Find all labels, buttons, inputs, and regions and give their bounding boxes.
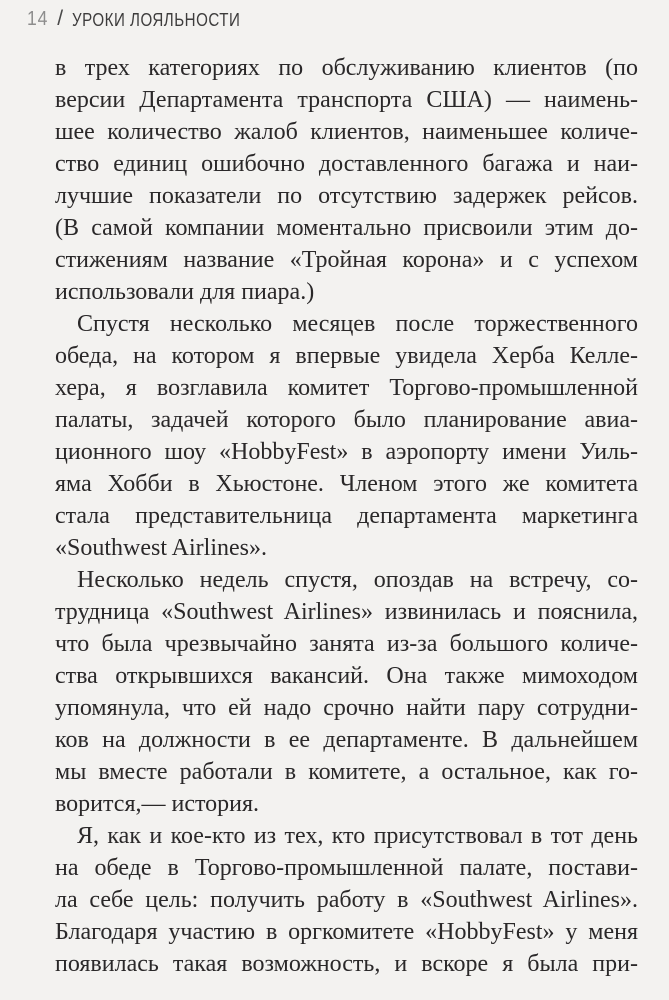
text-line: ства открывшихся вакансий. Она также мимоходом	[55, 663, 638, 689]
text-line: палаты, задачей которого было планирование авиа-	[55, 407, 638, 433]
text-line: стала представительница департамента маркетинга	[55, 503, 638, 529]
text-line: использовали для пиара.)	[55, 279, 315, 305]
text-line: (В самой компании моментально присвоили этим до-	[55, 215, 638, 241]
text-line: в трех категориях по обслуживанию клиентов (по	[55, 55, 638, 81]
text-line: версии Департамента транспорта США) — наимень-	[55, 87, 638, 113]
paragraph	[55, 820, 638, 980]
page-number: 14	[27, 8, 49, 30]
text-line: ков на должности в ее департаменте. В дальнейшем	[55, 727, 638, 753]
page-text	[55, 52, 638, 980]
text-line: «Southwest Airlines».	[55, 535, 268, 561]
text-line: мы вместе работали в комитете, а остальное, как го-	[55, 759, 638, 785]
page-header	[27, 9, 273, 29]
text-line: упомянула, что ей надо срочно найти пару сотрудни-	[55, 695, 638, 721]
text-line: ционного шоу «HobbyFest» в аэропорту имени Уиль-	[55, 439, 638, 465]
text-line: Несколько недель спустя, опоздав на встречу, со-	[77, 567, 638, 593]
paragraph	[55, 52, 638, 308]
text-line: шее количество жалоб клиентов, наименьшее количе-	[55, 119, 638, 145]
paragraph	[55, 564, 638, 820]
text-line: обеда, на котором я впервые увидела Херба Келле-	[55, 343, 638, 369]
text-line: Спустя несколько месяцев после торжественного	[77, 311, 638, 337]
text-line: яма Хобби в Хьюстоне. Членом этого же комитета	[55, 471, 638, 497]
paragraph	[55, 308, 638, 564]
text-line: хера, я возглавила комитет Торгово-промышленной	[55, 375, 638, 401]
header-separator: /	[57, 7, 64, 30]
running-title: УРОКИ ЛОЯЛЬНОСТИ	[72, 10, 241, 30]
text-line: Я, как и кое-кто из тех, кто присутствовал в тот день	[77, 823, 638, 849]
text-line: лучшие показатели по отсутствию задержек рейсов.	[55, 183, 638, 209]
text-line: трудница «Southwest Airlines» извинилась и пояснила,	[55, 599, 638, 625]
text-line: Благодаря участию в оргкомитете «HobbyFest» у меня	[55, 919, 638, 945]
text-line: ство единиц ошибочно доставленного багажа и наи-	[55, 151, 638, 177]
text-line: что была чрезвычайно занята из-за большого количе-	[55, 631, 638, 657]
text-line: ла себе цель: получить работу в «Southwest Airlines».	[55, 887, 638, 913]
text-line: стижениям название «Тройная корона» и с успехом	[55, 247, 638, 273]
text-line: появилась такая возможность, и вскоре я была при-	[55, 951, 638, 977]
text-line: на обеде в Торгово-промышленной палате, постави-	[55, 855, 638, 881]
text-line: ворится,— история.	[55, 791, 260, 817]
